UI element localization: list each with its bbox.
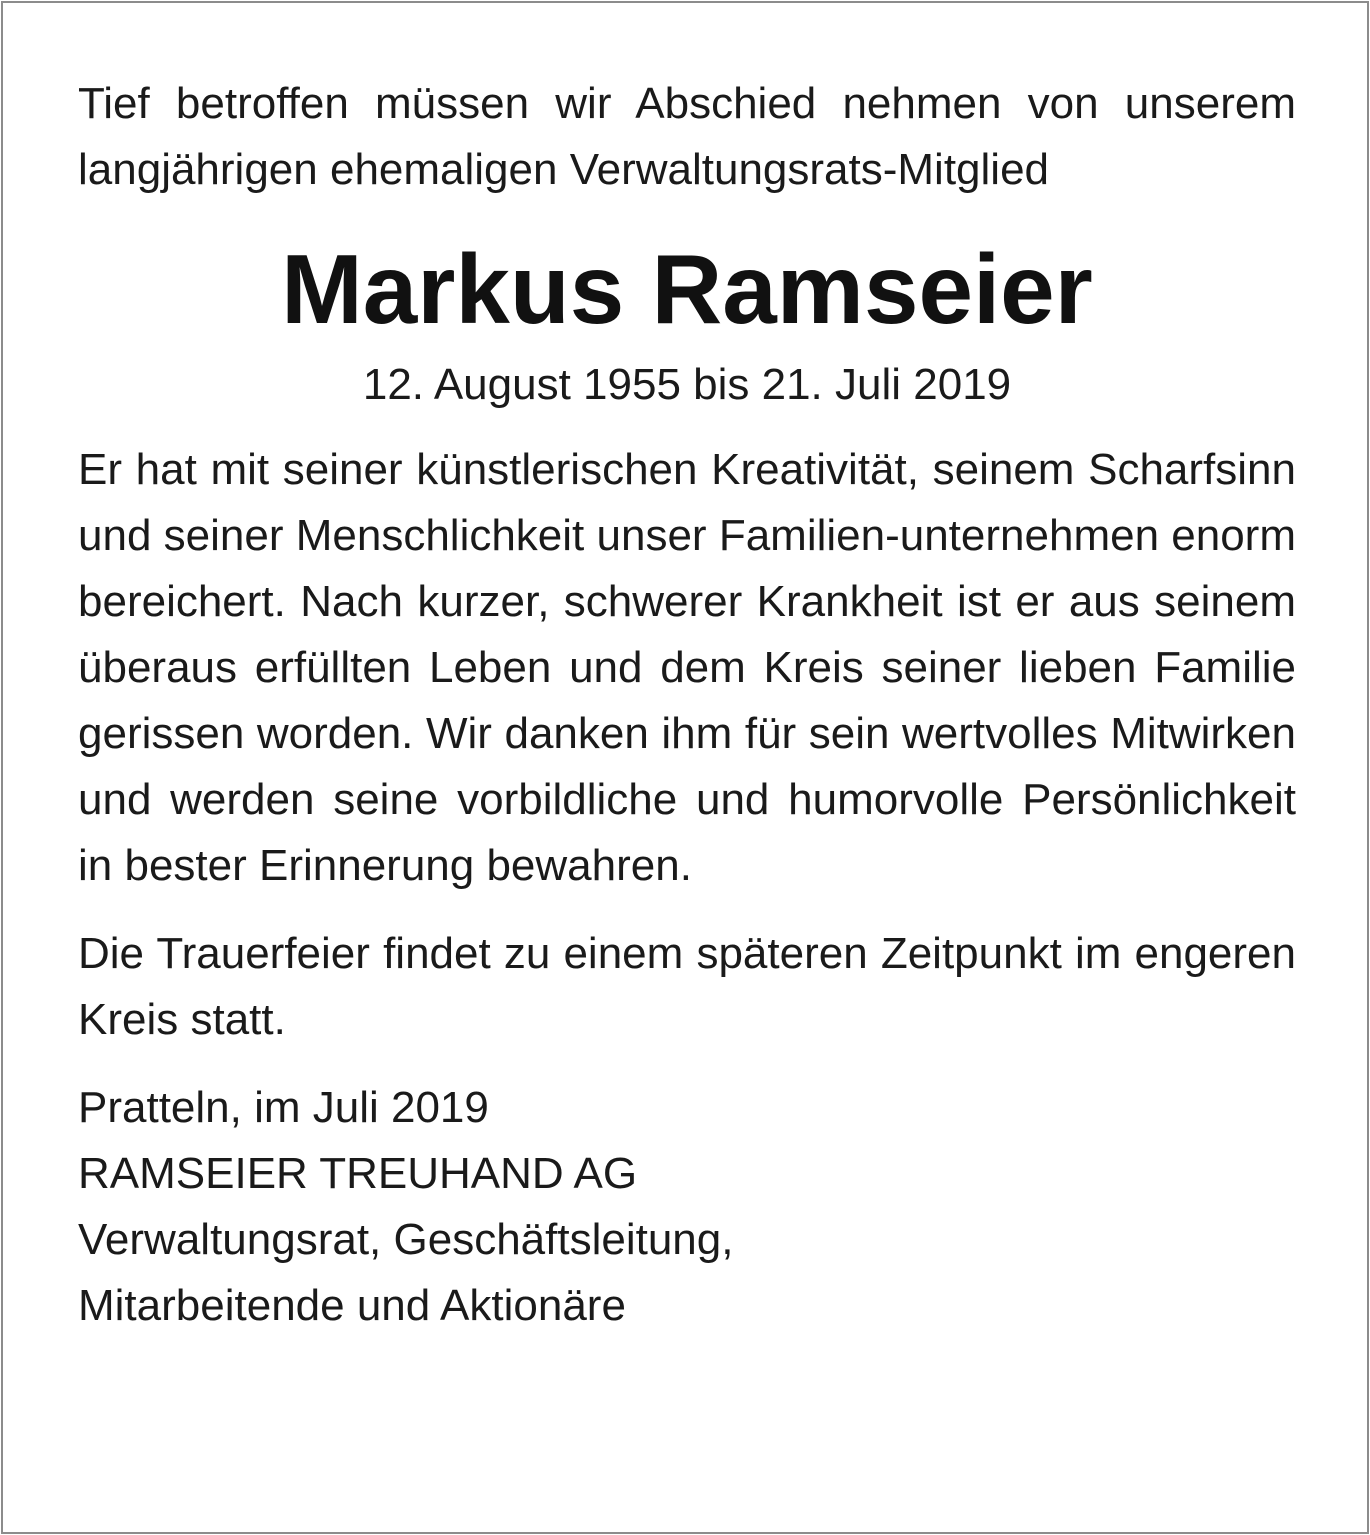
place-date: Pratteln, im Juli 2019 xyxy=(78,1083,489,1132)
intro-text: Tief betroffen müssen wir Abschied nehmen von unserem langjährigen ehemaligen Verwaltungsrats-Mitglied xyxy=(78,79,1296,194)
tribute-text: Er hat mit seiner künstlerischen Kreativität, seinem Scharfsinn und seiner Menschlichkeit unser Familien-unternehmen enorm bereichert. Nach kurzer, schwerer Krankheit ist er aus seinem überaus erfüllten Leben und dem Kreis seiner lieben Familie gerissen worden. Wir danken ihm für sein wertvolles Mitwirken und werden seine vorbildliche und humorvolle Persönlichkeit in bester Erinnerung bewahren. xyxy=(78,445,1296,890)
obituary-notice xyxy=(1,1,1369,1534)
notice-content xyxy=(78,71,1296,1339)
company-name: RAMSEIER TREUHAND AG xyxy=(78,1149,638,1198)
ceremony-text: Die Trauerfeier findet zu einem späteren Zeitpunkt im engeren Kreis statt. xyxy=(78,929,1296,1044)
life-dates: 12. August 1955 bis 21. Juli 2019 xyxy=(362,360,1012,409)
signatories-line-1: Verwaltungsrat, Geschäftsleitung, xyxy=(78,1215,734,1264)
signatories-line-2: Mitarbeitende und Aktionäre xyxy=(78,1281,626,1330)
deceased-name: Markus Ramseier xyxy=(281,234,1093,344)
signature-block xyxy=(78,1075,1296,1339)
